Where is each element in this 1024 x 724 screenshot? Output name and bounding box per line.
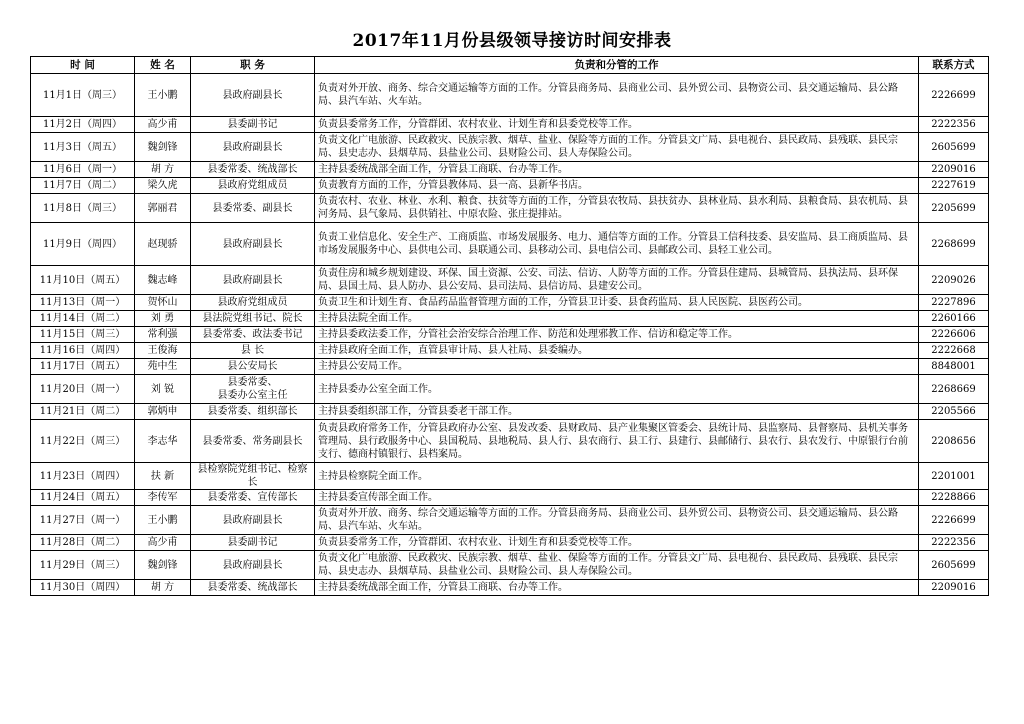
date-cell: 11月28日（周二） (31, 535, 135, 551)
phone-cell: 2260166 (919, 311, 989, 327)
schedule-table (30, 56, 989, 596)
name-cell: 胡 方 (135, 162, 191, 178)
table-row (31, 535, 989, 551)
date-cell: 11月24日（周五） (31, 490, 135, 506)
phone-cell: 2605699 (919, 551, 989, 580)
duty-cell: 主持县委宣传部全面工作。 (315, 490, 919, 506)
name-cell: 扶 新 (135, 463, 191, 490)
name-cell: 贺怀山 (135, 295, 191, 311)
phone-cell: 2226699 (919, 74, 989, 117)
phone-cell: 2209016 (919, 580, 989, 596)
duty-cell: 主持县委统战部全面工作，分管县工商联、台办等工作。 (315, 162, 919, 178)
post-cell: 县委常委、政法委书记 (191, 327, 315, 343)
header-phone: 联系方式 (919, 57, 989, 74)
table-row (31, 117, 989, 133)
date-cell: 11月2日（周四） (31, 117, 135, 133)
name-cell: 胡 方 (135, 580, 191, 596)
post-cell: 县法院党组书记、院长 (191, 311, 315, 327)
phone-cell: 2209026 (919, 266, 989, 295)
header-post: 职 务 (191, 57, 315, 74)
name-cell: 刘 锐 (135, 375, 191, 404)
post-cell: 县政府党组成员 (191, 295, 315, 311)
table-row (31, 343, 989, 359)
date-cell: 11月20日（周一） (31, 375, 135, 404)
duty-cell: 主持县委组织部工作，分管县委老干部工作。 (315, 404, 919, 420)
phone-cell: 2208656 (919, 420, 989, 463)
date-cell: 11月23日（周四） (31, 463, 135, 490)
name-cell: 刘 勇 (135, 311, 191, 327)
name-cell: 赵现骄 (135, 223, 191, 266)
post-cell: 县政府党组成员 (191, 178, 315, 194)
duty-cell: 负责对外开放、商务、综合交通运输等方面的工作。分管县商务局、县商业公司、县外贸公司、县物资公司、县交通运输局、县公路局、县汽车站、火车站。 (315, 506, 919, 535)
post-cell: 县 长 (191, 343, 315, 359)
name-cell: 郭丽君 (135, 194, 191, 223)
phone-cell: 2222668 (919, 343, 989, 359)
duty-cell: 主持县检察院全面工作。 (315, 463, 919, 490)
duty-cell: 负责文化广电旅游、民政救灾、民族宗教、烟草、盐业、保险等方面的工作。分管县文广局、县电视台、县民政局、县残联、县民宗局、县史志办、县烟草局、县盐业公司、县财险公司、县人寿保险公司。 (315, 133, 919, 162)
post-cell: 县委常委、 县委办公室主任 (191, 375, 315, 404)
table-row (31, 404, 989, 420)
header-time: 时 间 (31, 57, 135, 74)
post-cell: 县公安局长 (191, 359, 315, 375)
table-row (31, 74, 989, 117)
table-row (31, 162, 989, 178)
duty-cell: 主持县委办公室全面工作。 (315, 375, 919, 404)
table-row (31, 194, 989, 223)
duty-cell: 负责农村、农业、林业、水利、粮食、扶贫等方面的工作，分管县农牧局、县扶贫办、县林业局、县水利局、县粮食局、县农机局、县河务局、县气象局、县供销社、中原农险、张庄提排站。 (315, 194, 919, 223)
duty-cell: 负责住房和城乡规划建设、环保、国土资源、公安、司法、信访、人防等方面的工作。分管县住建局、县城管局、县执法局、县环保局、县国土局、县人防办、县公安局、县司法局、县信访局、县建安公司。 (315, 266, 919, 295)
table-header-row (31, 57, 989, 74)
duty-cell: 主持县法院全面工作。 (315, 311, 919, 327)
phone-cell: 2226699 (919, 506, 989, 535)
post-cell: 县政府副县长 (191, 74, 315, 117)
date-cell: 11月15日（周三） (31, 327, 135, 343)
name-cell: 常利强 (135, 327, 191, 343)
phone-cell: 2605699 (919, 133, 989, 162)
table-row (31, 420, 989, 463)
duty-cell: 负责教育方面的工作，分管县教体局、县一高、县新华书店。 (315, 178, 919, 194)
duty-cell: 负责县委常务工作，分管群团、农村农业、计划生育和县委党校等工作。 (315, 535, 919, 551)
duty-cell: 负责对外开放、商务、综合交通运输等方面的工作。分管县商务局、县商业公司、县外贸公司、县物资公司、县交通运输局、县公路局、县汽车站、火车站。 (315, 74, 919, 117)
duty-cell: 负责县政府常务工作，分管县政府办公室、县发改委、县财政局、县产业集聚区管委会、县统计局、县监察局、县督察局、县机关事务管理局、县行政服务中心、县国税局、县地税局、县人行、县农商行、县工行、县建行、县邮储行、县农行、县农发行、中原银行台前支行、德商村镇银行、县档案局。 (315, 420, 919, 463)
post-cell: 县政府副县长 (191, 551, 315, 580)
post-cell: 县政府副县长 (191, 266, 315, 295)
duty-cell: 负责工业信息化、安全生产、工商质监、市场发展服务、电力、通信等方面的工作。分管县工信科技委、县安监局、县工商质监局、县市场发展服务中心、县供电公司、县联通公司、县移动公司、县电信公司、县邮政公司、县轻工业公司。 (315, 223, 919, 266)
table-row (31, 295, 989, 311)
post-cell: 县委常委、宣传部长 (191, 490, 315, 506)
phone-cell: 2268669 (919, 375, 989, 404)
table-row (31, 359, 989, 375)
date-cell: 11月30日（周四） (31, 580, 135, 596)
duty-cell: 负责县委常务工作，分管群团、农村农业、计划生育和县委党校等工作。 (315, 117, 919, 133)
phone-cell: 2268699 (919, 223, 989, 266)
name-cell: 李传军 (135, 490, 191, 506)
phone-cell: 2201001 (919, 463, 989, 490)
table-row (31, 327, 989, 343)
phone-cell: 2228866 (919, 490, 989, 506)
date-cell: 11月1日（周三） (31, 74, 135, 117)
name-cell: 王俊海 (135, 343, 191, 359)
post-cell: 县政府副县长 (191, 506, 315, 535)
date-cell: 11月21日（周二） (31, 404, 135, 420)
post-cell: 县委副书记 (191, 117, 315, 133)
duty-cell: 主持县委政法委工作，分管社会治安综合治理工作、防范和处理邪教工作、信访和稳定等工作。 (315, 327, 919, 343)
date-cell: 11月29日（周三） (31, 551, 135, 580)
phone-cell: 2222356 (919, 117, 989, 133)
name-cell: 梁久虎 (135, 178, 191, 194)
post-cell: 县委副书记 (191, 535, 315, 551)
post-cell: 县委常委、副县长 (191, 194, 315, 223)
table-row (31, 178, 989, 194)
duty-cell: 主持县委统战部全面工作，分管县工商联、台办等工作。 (315, 580, 919, 596)
name-cell: 高少甫 (135, 535, 191, 551)
table-row (31, 506, 989, 535)
duty-cell: 主持县政府全面工作，直管县审计局、县人社局、县委编办。 (315, 343, 919, 359)
table-row (31, 551, 989, 580)
post-cell: 县委常委、组织部长 (191, 404, 315, 420)
table-row (31, 463, 989, 490)
name-cell: 魏剑锋 (135, 551, 191, 580)
phone-cell: 2222356 (919, 535, 989, 551)
date-cell: 11月22日（周三） (31, 420, 135, 463)
date-cell: 11月16日（周四） (31, 343, 135, 359)
date-cell: 11月17日（周五） (31, 359, 135, 375)
table-row (31, 266, 989, 295)
duty-cell: 负责卫生和计划生育、食品药品监督管理方面的工作，分管县卫计委、县食药监局、县人民医院、县医药公司。 (315, 295, 919, 311)
duty-cell: 主持县公安局工作。 (315, 359, 919, 375)
date-cell: 11月13日（周一） (31, 295, 135, 311)
table-row (31, 311, 989, 327)
phone-cell: 2205566 (919, 404, 989, 420)
duty-cell: 负责文化广电旅游、民政救灾、民族宗教、烟草、盐业、保险等方面的工作。分管县文广局、县电视台、县民政局、县残联、县民宗局、县史志办、县烟草局、县盐业公司、县财险公司、县人寿保险公司。 (315, 551, 919, 580)
name-cell: 高少甫 (135, 117, 191, 133)
name-cell: 王小鹏 (135, 506, 191, 535)
post-cell: 县检察院党组书记、检察长 (191, 463, 315, 490)
name-cell: 魏志峰 (135, 266, 191, 295)
post-cell: 县委常委、常务副县长 (191, 420, 315, 463)
post-cell: 县政府副县长 (191, 223, 315, 266)
post-cell: 县委常委、统战部长 (191, 162, 315, 178)
table-row (31, 133, 989, 162)
phone-cell: 2226606 (919, 327, 989, 343)
phone-cell: 2209016 (919, 162, 989, 178)
phone-cell: 2227619 (919, 178, 989, 194)
header-duty: 负责和分管的工作 (315, 57, 919, 74)
name-cell: 魏剑锋 (135, 133, 191, 162)
name-cell: 王小鹏 (135, 74, 191, 117)
post-cell: 县委常委、统战部长 (191, 580, 315, 596)
page-title: 2017年11月份县级领导接访时间安排表 (352, 31, 672, 51)
phone-cell: 8848001 (919, 359, 989, 375)
name-cell: 李志华 (135, 420, 191, 463)
date-cell: 11月14日（周二） (31, 311, 135, 327)
name-cell: 郭炳申 (135, 404, 191, 420)
table-row (31, 490, 989, 506)
date-cell: 11月27日（周一） (31, 506, 135, 535)
date-cell: 11月10日（周五） (31, 266, 135, 295)
phone-cell: 2205699 (919, 194, 989, 223)
post-cell: 县政府副县长 (191, 133, 315, 162)
date-cell: 11月7日（周二） (31, 178, 135, 194)
table-row (31, 375, 989, 404)
table-row (31, 580, 989, 596)
table-row (31, 223, 989, 266)
header-name: 姓 名 (135, 57, 191, 74)
phone-cell: 2227896 (919, 295, 989, 311)
date-cell: 11月8日（周三） (31, 194, 135, 223)
date-cell: 11月3日（周五） (31, 133, 135, 162)
name-cell: 苑中生 (135, 359, 191, 375)
date-cell: 11月6日（周一） (31, 162, 135, 178)
date-cell: 11月9日（周四） (31, 223, 135, 266)
